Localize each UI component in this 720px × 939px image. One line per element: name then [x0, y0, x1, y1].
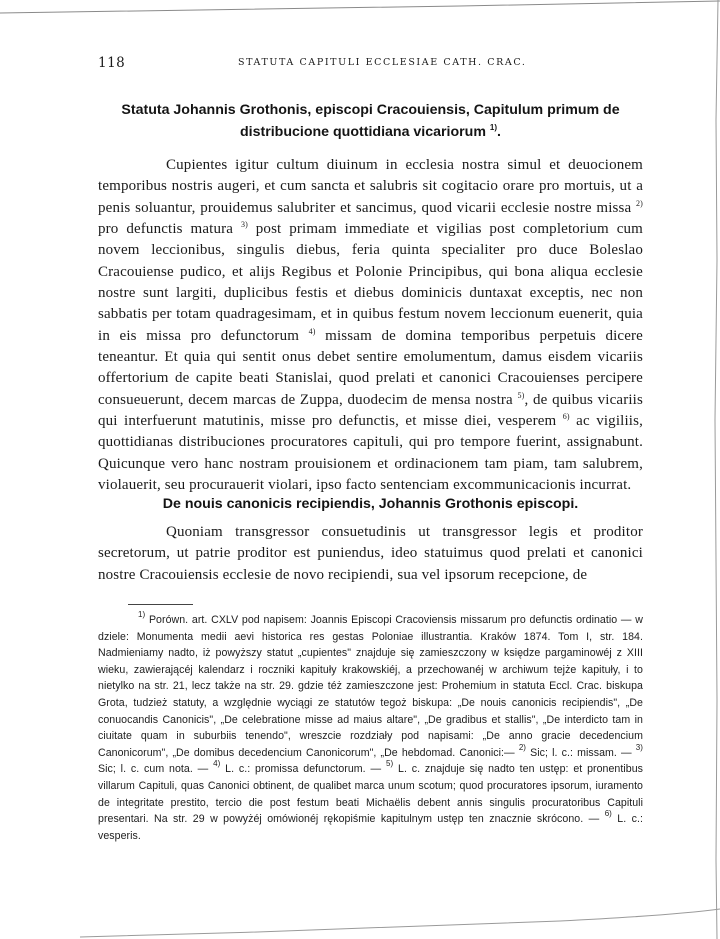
paragraph-text: pro defunctis matura — [98, 221, 234, 238]
footnote-ref-4: 4) — [308, 326, 316, 336]
paragraph-cupientes — [98, 155, 643, 497]
section-heading-statuta — [98, 99, 643, 143]
paragraph-text: Cupientes igitur cultum diuinum in ecclesia nostra simul et deuocionem temporibus nostris augeri, et cum sancta et salubris sit cogitacio orare pro mortuis, ut a penis soluantur, prouidemus salubriter et sancimus, quod vicarii ecclesie nostre missa — [98, 157, 643, 216]
paragraph-text: missam de domina temporibus perpetuis dicere teneantur. Et quia qui sentit onus debet sentire emolumentum, damus eisdem vicariis offertorium de capite beati Stanislai, quod prelati et canonici Cracouienses percipere consueuerunt, decem marcas de Zuppa, duodecim de mensa nostra — [98, 327, 643, 408]
scan-edge-right — [702, 0, 720, 939]
footnote-text-5: L. c. znajduje się nadto ten ustęp: et pronentibus villarum Capituli, quas Canonici obtinent, de qualibet marca unum scotum; quod procuratores ipsorum, iuramento de integritate prestito, tercio die post festum beati Michaëlis debent annis singulis procuratoribus Capituli presentari. Na str. 29 w powyżéj omówionéj rękopiśmie kapitulnym ustęp ten znacznie skrócono. — — [98, 763, 644, 826]
footnote-ref-1: 1) — [489, 123, 498, 132]
page-header — [98, 55, 643, 71]
heading-text: Statuta Johannis Grothonis, episcopi Cracouiensis, Capitulum primum de distribucione quottidiana vicariorum — [121, 102, 620, 140]
footnotes — [98, 612, 643, 844]
scan-edge-bottom — [0, 903, 720, 939]
footnote-text-3: Sic; l. c. cum nota. — — [98, 763, 209, 776]
footnote-ref-6: 6) — [562, 412, 570, 422]
footnote-divider — [128, 604, 193, 605]
footnote-text-4: L. c.: promissa defunctorum. — — [220, 763, 382, 776]
footnote-ref-3: 3) — [240, 220, 248, 230]
heading-period: . — [497, 124, 501, 140]
footnote-mark-2: 2) — [518, 742, 527, 752]
footnote-mark-1: 1) — [138, 610, 146, 619]
paragraph-text: post primam immediate et vigilias post completorium cum novem leccionibus, singulis diebus, feria quinta specialiter pro duce Boleslao Cracouiense pudico, et alijs Regibus et Polonie Principibus, qui bona aliqua ecclesie nostre sunt largiti, duplicibus festis et diebus dominicis duntaxat exceptis, nec non sabbatis per totam quadragesimam, et in quibus festum novem leccionum euenerit, quia in eis missa pro defunctorum — [98, 221, 643, 344]
footnote-mark-5: 5) — [385, 759, 394, 769]
footnote-mark-3: 3) — [635, 742, 643, 752]
footnote-text-2: Sic; l. c.: missam. — — [526, 746, 632, 759]
footnote-ref-2: 2) — [636, 198, 643, 208]
scan-edge-top — [0, 0, 720, 14]
footnote-text-6: L. c.: vesperis. — [98, 813, 643, 842]
section-heading-de-nouis: De nouis canonicis recipiendis, Johannis Grothonis episcopi. — [162, 496, 579, 512]
running-title: STATUTA CAPITULI ECCLESIAE CATH. CRAC. — [238, 57, 527, 68]
paragraph-text: , de quibus vicariis qui interfuerunt matutinis, misse pro defunctis, et misse diei, vesperem — [98, 391, 643, 430]
footnote-mark-6: 6) — [604, 809, 612, 819]
paragraph-text: ac vigiliis, quottidianas distribuciones procuratores capituli, qui pro tempore fuerint, assignabunt. Quicunque vero hanc nostram prouisionem et ordinacionem tam piam, tam salubrem, violauerit, seu procurauerit violari, ipso facto sentenciam excommunicacionis incurrat. — [98, 413, 643, 494]
footnote-text-1: Porówn. art. CXLV pod napisem: Joannis Episcopi Cracoviensis missarum pro defunctis ordinatio — w dziele: Monumenta medii aevi historica res gestas Poloniae illustrantia. Kraków 1874. Tom I, str. 184. Nadmieniamy nadto, iż powyższy statut „cupientes" znajduje się zamieszczony w księdze pargaminowéj z XIII wieku, zawierającéj kalendarz i roczniki kapituły krakowskiéj, a przechowanéj w archiwum tejże kapituły, i to nietylko na str. 21, lecz także na str. 29. gdzie téż zamieszczone jest: Prohemium in statuta Eccl. Crac. biskupa Grota, tudzież statuty, a względnie wyciągi ze statutów tegoż biskupa: „De nouis canonicis recipiendis", „De conuocandis Canonicis", „De celebratione misse ad maius altare", „De gradibus et stallis", „De interdicto tam in ciuitate quam in suburbiis tenendo", wreszcie rozdziały pod napisami: „De anno gracie decedencium Canonicorum", „De domibus decedencium Canonicorum", „De hebdomad. Canonici:— — [98, 614, 643, 759]
footnote-mark-4: 4) — [213, 759, 221, 769]
page-number: 118 — [98, 55, 126, 71]
paragraph-quoniam: Quoniam transgressor consuetudinis ut transgressor legis et proditor secretorum, ut patrie proditor est puniendus, ideo statuimus quod prelati et canonici nostre Cracouiensis ecclesie de novo recipiendi, sua vel ipsorum recepcione, de — [98, 524, 643, 583]
footnote-ref-5: 5) — [517, 390, 525, 400]
